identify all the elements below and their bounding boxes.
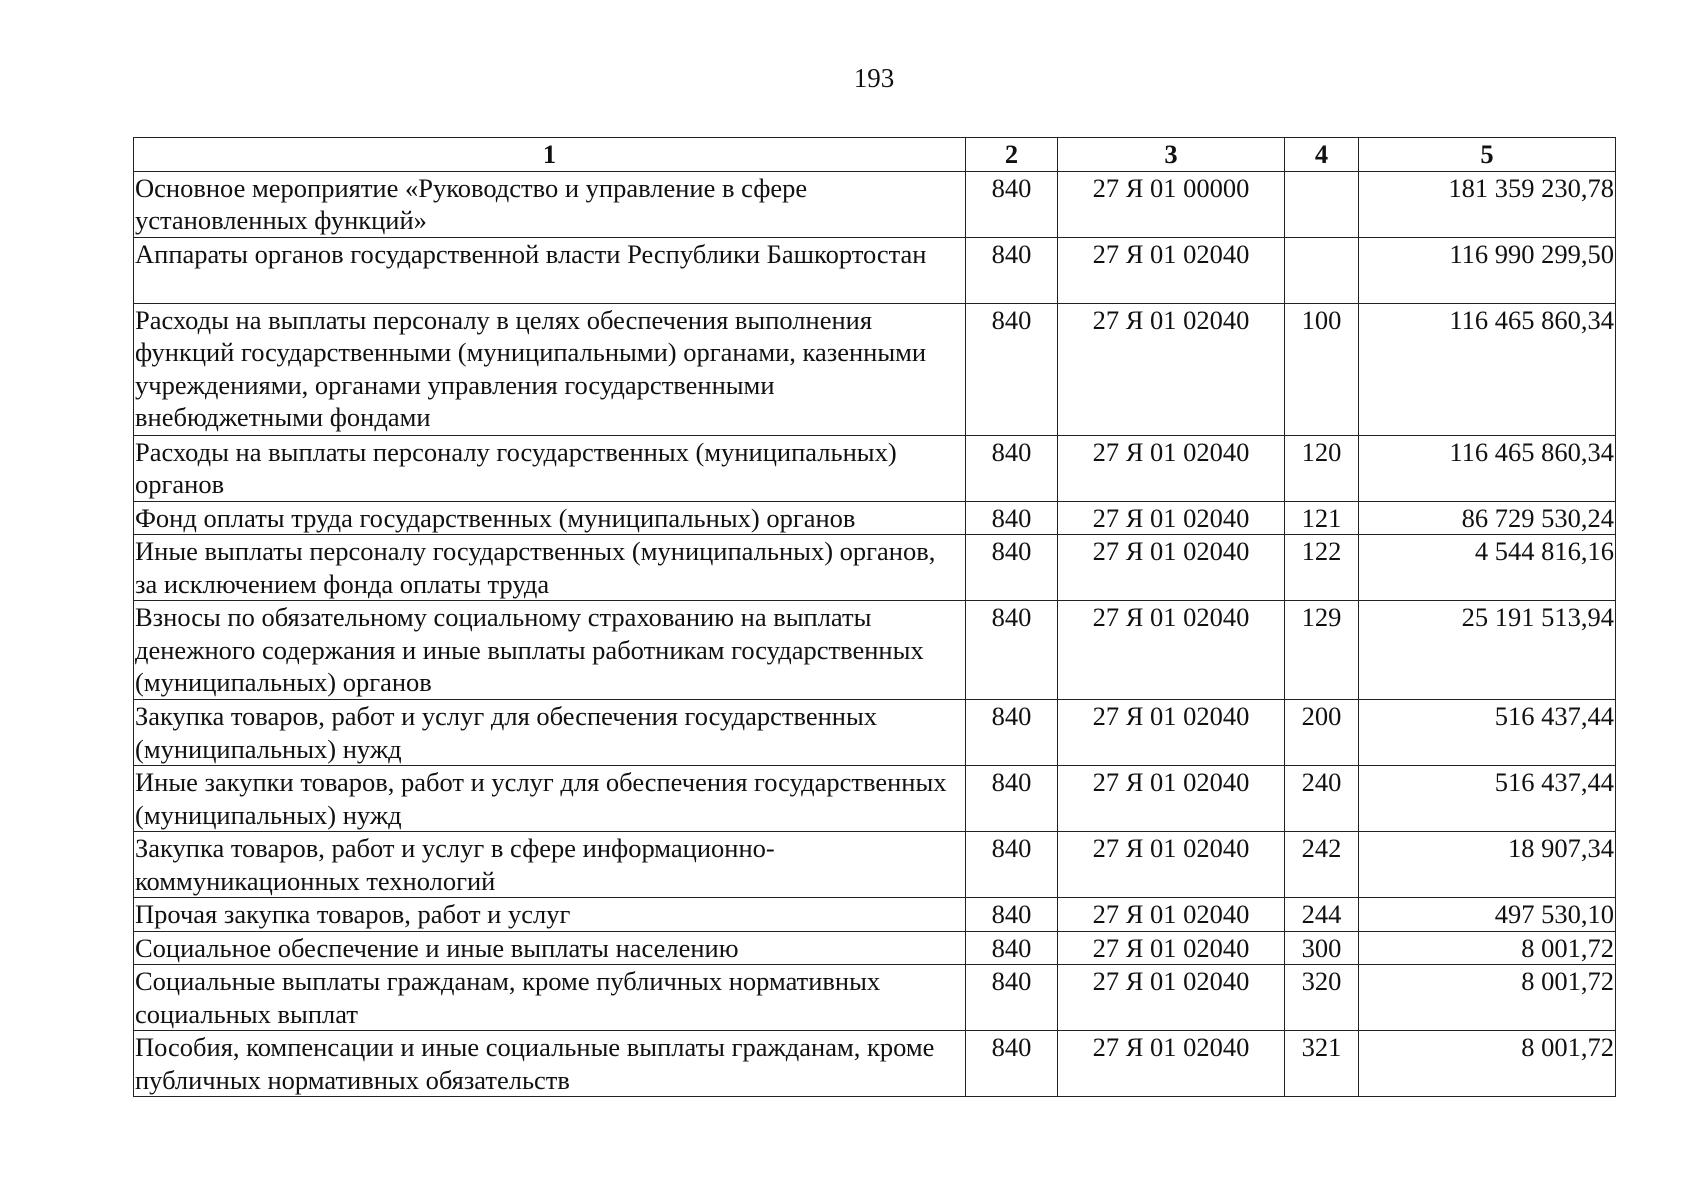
row-name-cell: Аппараты органов государственной власти Республики Башкортостан xyxy=(134,237,966,303)
table-row xyxy=(134,303,1616,435)
row-sum-cell: 116 465 860,34 xyxy=(1359,435,1616,501)
row-code-cell: 840 xyxy=(966,535,1058,601)
row-name-cell: Фонд оплаты труда государственных (муниципальных) органов xyxy=(134,501,966,535)
row-kvr-cell: 129 xyxy=(1285,601,1359,700)
row-code-cell: 840 xyxy=(966,898,1058,932)
row-csr-cell: 27 Я 01 02040 xyxy=(1058,832,1285,898)
row-code-cell: 840 xyxy=(966,1031,1058,1097)
table-row xyxy=(134,766,1616,832)
table-row xyxy=(134,171,1616,237)
table-row xyxy=(134,700,1616,766)
row-code-cell: 840 xyxy=(966,931,1058,965)
row-code-cell: 840 xyxy=(966,965,1058,1031)
row-csr-cell: 27 Я 01 02040 xyxy=(1058,898,1285,932)
row-name-cell: Иные выплаты персоналу государственных (муниципальных) органов, за исключением фонда оплаты труда xyxy=(134,535,966,601)
row-kvr-cell: 120 xyxy=(1285,435,1359,501)
row-sum-cell: 4 544 816,16 xyxy=(1359,535,1616,601)
table-row xyxy=(134,501,1616,535)
row-code-cell: 840 xyxy=(966,601,1058,700)
row-csr-cell: 27 Я 01 02040 xyxy=(1058,1031,1285,1097)
row-csr-cell: 27 Я 01 02040 xyxy=(1058,535,1285,601)
row-sum-cell: 8 001,72 xyxy=(1359,1031,1616,1097)
row-sum-cell: 8 001,72 xyxy=(1359,931,1616,965)
column-header-1: 1 xyxy=(134,138,966,172)
row-sum-cell: 8 001,72 xyxy=(1359,965,1616,1031)
row-name-cell: Иные закупки товаров, работ и услуг для обеспечения государственных (муниципальных) нужд xyxy=(134,766,966,832)
row-csr-cell: 27 Я 01 02040 xyxy=(1058,601,1285,700)
row-sum-cell: 181 359 230,78 xyxy=(1359,171,1616,237)
row-name-cell: Расходы на выплаты персоналу в целях обеспечения выполнения функций государственными (муниципальными) органами, казенными учреждениями, органами управления государственными внебюджетными фондами xyxy=(134,303,966,435)
row-name-cell: Закупка товаров, работ и услуг для обеспечения государственных (муниципальных) нужд xyxy=(134,700,966,766)
row-csr-cell: 27 Я 01 02040 xyxy=(1058,303,1285,435)
row-name-cell: Расходы на выплаты персоналу государственных (муниципальных) органов xyxy=(134,435,966,501)
table-row xyxy=(134,832,1616,898)
row-name-cell: Закупка товаров, работ и услуг в сфере информационно-коммуникационных технологий xyxy=(134,832,966,898)
row-kvr-cell: 100 xyxy=(1285,303,1359,435)
row-kvr-cell: 200 xyxy=(1285,700,1359,766)
table-row xyxy=(134,601,1616,700)
row-name-cell: Прочая закупка товаров, работ и услуг xyxy=(134,898,966,932)
row-code-cell: 840 xyxy=(966,237,1058,303)
row-sum-cell: 86 729 530,24 xyxy=(1359,501,1616,535)
row-name-cell: Пособия, компенсации и иные социальные выплаты гражданам, кроме публичных нормативных обязательств xyxy=(134,1031,966,1097)
row-csr-cell: 27 Я 01 02040 xyxy=(1058,931,1285,965)
column-header-2: 2 xyxy=(966,138,1058,172)
row-sum-cell: 25 191 513,94 xyxy=(1359,601,1616,700)
column-header-5: 5 xyxy=(1359,138,1616,172)
row-code-cell: 840 xyxy=(966,832,1058,898)
budget-table xyxy=(133,137,1616,1097)
row-csr-cell: 27 Я 01 02040 xyxy=(1058,965,1285,1031)
column-header-4: 4 xyxy=(1285,138,1359,172)
row-kvr-cell: 240 xyxy=(1285,766,1359,832)
table-row xyxy=(134,435,1616,501)
row-name-cell: Основное мероприятие «Руководство и управление в сфере установленных функций» xyxy=(134,171,966,237)
row-code-cell: 840 xyxy=(966,766,1058,832)
row-code-cell: 840 xyxy=(966,501,1058,535)
row-code-cell: 840 xyxy=(966,700,1058,766)
table-row xyxy=(134,898,1616,932)
row-sum-cell: 116 990 299,50 xyxy=(1359,237,1616,303)
row-sum-cell: 516 437,44 xyxy=(1359,700,1616,766)
row-code-cell: 840 xyxy=(966,171,1058,237)
row-sum-cell: 18 907,34 xyxy=(1359,832,1616,898)
row-name-cell: Взносы по обязательному социальному страхованию на выплаты денежного содержания и иные выплаты работникам государственных (муниципальных) органов xyxy=(134,601,966,700)
table-row xyxy=(134,1031,1616,1097)
row-csr-cell: 27 Я 01 02040 xyxy=(1058,435,1285,501)
page-number: 193 xyxy=(853,63,895,93)
table-row xyxy=(134,965,1616,1031)
row-kvr-cell xyxy=(1285,171,1359,237)
row-csr-cell: 27 Я 01 00000 xyxy=(1058,171,1285,237)
row-kvr-cell: 242 xyxy=(1285,832,1359,898)
row-kvr-cell: 121 xyxy=(1285,501,1359,535)
row-sum-cell: 497 530,10 xyxy=(1359,898,1616,932)
row-kvr-cell xyxy=(1285,237,1359,303)
table-body xyxy=(134,171,1616,1097)
row-csr-cell: 27 Я 01 02040 xyxy=(1058,766,1285,832)
row-csr-cell: 27 Я 01 02040 xyxy=(1058,700,1285,766)
row-kvr-cell: 244 xyxy=(1285,898,1359,932)
table-row xyxy=(134,931,1616,965)
row-kvr-cell: 321 xyxy=(1285,1031,1359,1097)
row-kvr-cell: 122 xyxy=(1285,535,1359,601)
row-sum-cell: 516 437,44 xyxy=(1359,766,1616,832)
row-sum-cell: 116 465 860,34 xyxy=(1359,303,1616,435)
row-csr-cell: 27 Я 01 02040 xyxy=(1058,237,1285,303)
table-row xyxy=(134,237,1616,303)
row-code-cell: 840 xyxy=(966,435,1058,501)
column-header-3: 3 xyxy=(1058,138,1285,172)
row-name-cell: Социальное обеспечение и иные выплаты населению xyxy=(134,931,966,965)
row-name-cell: Социальные выплаты гражданам, кроме публичных нормативных социальных выплат xyxy=(134,965,966,1031)
row-kvr-cell: 320 xyxy=(1285,965,1359,1031)
table-header-row xyxy=(134,138,1616,172)
row-csr-cell: 27 Я 01 02040 xyxy=(1058,501,1285,535)
table-row xyxy=(134,535,1616,601)
row-code-cell: 840 xyxy=(966,303,1058,435)
row-kvr-cell: 300 xyxy=(1285,931,1359,965)
